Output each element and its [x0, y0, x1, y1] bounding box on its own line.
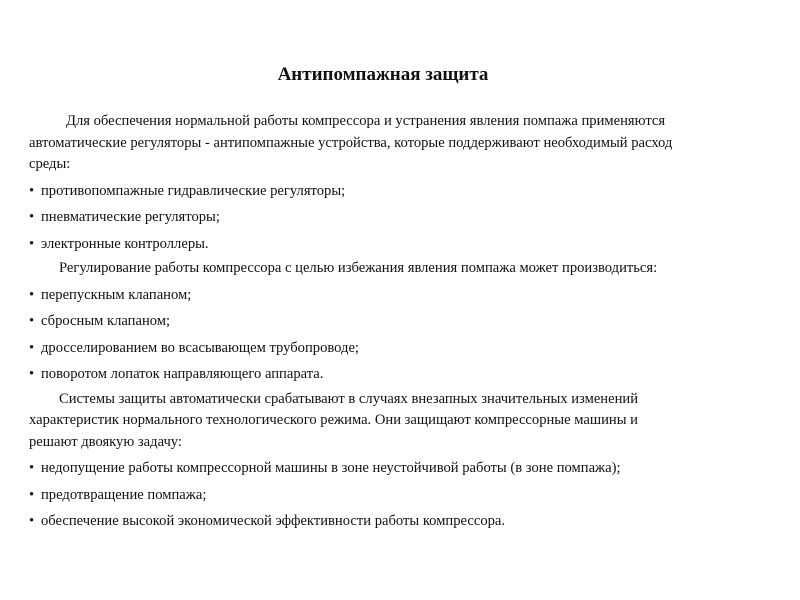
bullet-icon: • [29, 513, 35, 529]
slide-title: Антипомпажная защита [277, 64, 489, 85]
bullet-icon: • [29, 486, 35, 503]
bullet-icon: • [29, 460, 35, 476]
list-item: • сбросным клапаном; [29, 311, 689, 333]
systems-paragraph: Системы защиты автоматически срабатывают в случаях внезапных значительных изменений характеристик нормального технологического режима. Они защищают компрессорные машины и решают двоякую задачу: [29, 390, 639, 450]
bullet-icon: • [29, 366, 35, 382]
list-item: • противопомпажные гидравлические регуляторы; [29, 181, 689, 203]
methods-list [29, 285, 689, 386]
bullet-icon: • [29, 286, 35, 303]
regulation-paragraph: Регулирование работы компрессора с целью избежания явления помпажа может производиться: [59, 260, 658, 276]
list-item: • поворотом лопаток направляющего аппарата. [29, 364, 689, 386]
list-item: • электронные контроллеры. [29, 234, 689, 256]
list-item: • перепускным клапаном; [29, 285, 689, 307]
bullet-icon: • [29, 182, 35, 199]
bullet-icon: • [29, 235, 35, 252]
devices-list [29, 181, 689, 256]
slide-body [29, 111, 689, 533]
bullet-icon: • [29, 339, 35, 356]
list-item: • дросселированием во всасывающем трубопроводе; [29, 338, 689, 360]
list-item: • предотвращение помпажа; [29, 485, 689, 507]
intro-paragraph: Для обеспечения нормальной работы компрессора и устранения явления помпажа применяются автоматические регуляторы - антипомпажные устройства, которые поддерживают необходимый расход среды: [29, 113, 673, 172]
tasks-list [29, 458, 689, 533]
list-item: • обеспечение высокой экономической эффективности работы компрессора. [29, 511, 689, 533]
list-item: • пневматические регуляторы; [29, 207, 689, 229]
bullet-icon: • [29, 313, 35, 329]
bullet-icon: • [29, 209, 35, 225]
list-item: • недопущение работы компрессорной машины в зоне неустойчивой работы (в зоне помпажа); [29, 458, 689, 480]
